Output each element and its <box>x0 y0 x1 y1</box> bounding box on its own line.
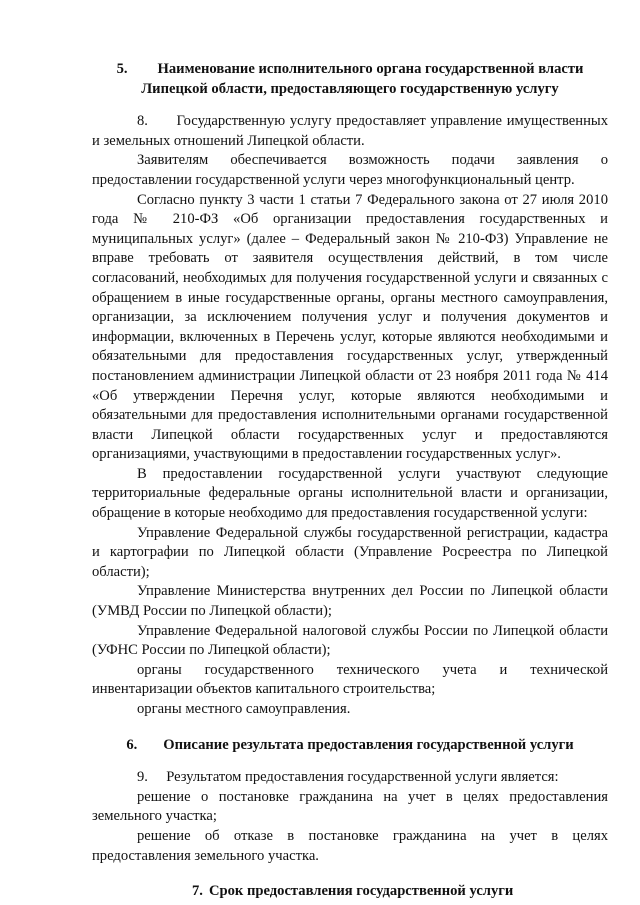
list-item-umvd: Управление Министерства внутренних дел России по Липецкой области (УМВД России по Липецкой области); <box>92 583 608 620</box>
section-7-title: Срок предоставления государственной услуги <box>208 883 514 900</box>
section-6-number: 6. <box>126 736 138 753</box>
section-5-title-line2: Липецкой области, предоставляющего государственную услугу <box>141 80 559 97</box>
document-page <box>92 60 608 902</box>
list-item-decision-refuse: решение об отказе в постановке гражданина на учет в целях предоставления земельного участка. <box>92 827 608 864</box>
list-item-decision-register: решение о постановке гражданина на учет в целях предоставления земельного участка; <box>92 788 608 825</box>
section-5-title-line1: Наименование исполнительного органа государственной власти <box>157 61 584 77</box>
paragraph-law-210: Согласно пункту 3 части 1 статьи 7 Федерального закона от 27 июля 2010 года № 210-ФЗ «Об организации предоставления государственных и муниципальных услуг» (далее – Федеральный закон № 210-ФЗ) Управление не вправе требовать от заявителя осуществления действий, в том числе согласований, необходимых для получения государственной услуги и связанных с обращением в иные государственные органы, органы местного самоуправления, организации, за исключением получения услуг и получения документов и информации, включенных в Перечень услуг, которые являются необходимыми и обязательными для предоставления государственных услуг, утвержденный постановлением администрации Липецкой области от 23 ноября 2011 года № 414 «Об утверждении Перечня услуг, которые являются необходимыми и обязательными для предоставления исполнительными органами государственной власти Липецкой области государственных услуг и предоставляются организациями, участвующими в предоставлении государственных услуг». <box>92 191 608 463</box>
section-7-number: 7. <box>192 883 203 900</box>
section-5-number: 5. <box>116 61 128 77</box>
section-7-heading <box>92 882 608 902</box>
list-item-bti: органы государственного технического учета и технической инвентаризации объектов капитального строительства; <box>92 661 608 698</box>
paragraph-mfc: Заявителям обеспечивается возможность подачи заявления о предоставлении государственной услуги через многофункциональный центр. <box>92 152 608 188</box>
list-item-ufns: Управление Федеральной налоговой службы России по Липецкой области (УФНС России по Липецкой области); <box>92 622 608 659</box>
section-6-title: Описание результата предоставления государственной услуги <box>163 736 574 753</box>
paragraph-participants: В предоставлении государственной услуги участвуют следующие территориальные федеральные органы исполнительной власти и организации, обращение в которые необходимо для предоставления государственной услуги: <box>92 465 608 522</box>
list-item-rosreestr: Управление Федеральной службы государственной регистрации, кадастра и картографии по Липецкой области (Управление Росреестра по Липецкой области); <box>92 524 608 580</box>
section-6-heading <box>92 736 608 756</box>
paragraph-9: 9. Результатом предоставления государственной услуги является: <box>137 769 559 786</box>
section-5-heading <box>92 60 608 99</box>
paragraph-8: 8. Государственную услугу предоставляет управление имущественных и земельных отношений Липецкой области. <box>92 113 608 149</box>
list-item-local-government: органы местного самоуправления. <box>137 701 351 717</box>
